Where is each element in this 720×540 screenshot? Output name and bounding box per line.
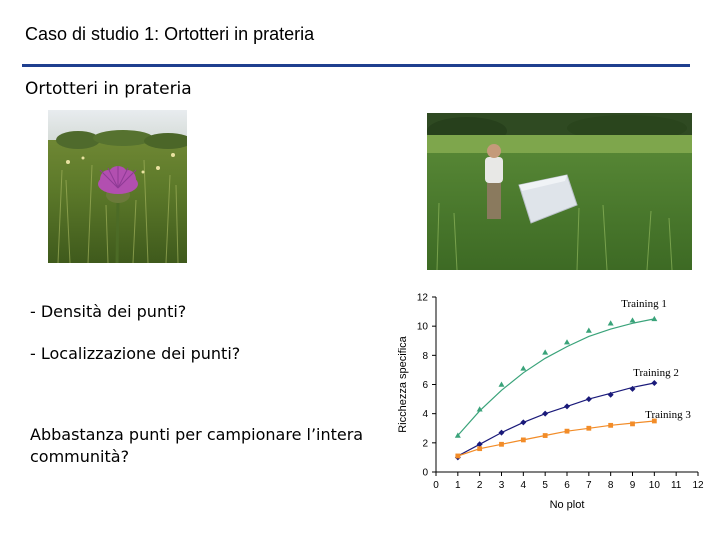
data-point xyxy=(608,423,613,428)
x-tick-label: 3 xyxy=(498,480,505,491)
data-point xyxy=(520,365,526,370)
species-richness-chart xyxy=(392,280,710,520)
data-point xyxy=(630,421,635,426)
bullet-point-density: - Densità dei punti? xyxy=(30,302,187,321)
data-point xyxy=(565,429,570,434)
title-rule xyxy=(22,64,690,67)
data-point xyxy=(477,446,482,451)
data-point xyxy=(651,380,657,386)
data-point xyxy=(542,349,548,354)
data-point xyxy=(586,396,592,402)
y-tick-label: 8 xyxy=(422,350,428,362)
y-tick-label: 4 xyxy=(422,409,428,421)
x-tick-label: 8 xyxy=(607,480,614,491)
series-label: Training 1 xyxy=(621,298,667,310)
data-point xyxy=(520,419,526,425)
y-tick-label: 6 xyxy=(422,380,428,391)
series-label: Training 3 xyxy=(645,409,691,421)
y-tick-label: 12 xyxy=(416,292,428,304)
data-point xyxy=(608,320,614,325)
series-line xyxy=(458,383,655,456)
x-tick-label: 11 xyxy=(670,480,682,491)
series-line xyxy=(458,421,655,456)
slide-subtitle: Ortotteri in prateria xyxy=(25,79,192,99)
data-point xyxy=(499,442,504,447)
x-axis-title: No plot xyxy=(549,499,585,511)
chart-svg xyxy=(392,280,710,520)
slide-title: Caso di studio 1: Ortotteri in prateria xyxy=(25,24,315,44)
x-tick-label: 1 xyxy=(455,480,461,491)
data-point xyxy=(586,426,591,431)
x-tick-label: 6 xyxy=(564,480,570,491)
bullet-point-location: - Localizzazione dei punti? xyxy=(30,344,241,363)
data-point xyxy=(521,438,526,443)
data-point xyxy=(651,316,657,321)
data-point xyxy=(542,411,548,417)
x-tick-label: 4 xyxy=(520,480,527,491)
data-point xyxy=(586,328,592,333)
data-point xyxy=(630,317,636,322)
field-sampling-photo xyxy=(427,113,692,270)
data-point xyxy=(543,433,548,438)
y-tick-label: 0 xyxy=(422,467,428,479)
data-point xyxy=(455,454,460,459)
x-tick-label: 9 xyxy=(629,480,636,491)
data-point xyxy=(499,430,505,436)
y-axis-title: Ricchezza specifica xyxy=(397,336,409,433)
x-tick-label: 7 xyxy=(586,480,592,491)
data-point xyxy=(564,403,570,409)
question-note: Abbastanza punti per campionare l’intera communità? xyxy=(30,425,364,466)
y-tick-label: 10 xyxy=(416,321,428,333)
x-tick-label: 2 xyxy=(476,480,483,491)
y-tick-label: 2 xyxy=(422,438,428,450)
series-line xyxy=(458,319,655,436)
thistle-meadow-photo xyxy=(48,110,187,263)
series-label: Training 2 xyxy=(633,367,679,379)
x-tick-label: 0 xyxy=(433,480,439,491)
x-tick-label: 5 xyxy=(542,480,548,491)
data-point xyxy=(564,339,570,344)
x-tick-label: 12 xyxy=(692,480,704,491)
x-tick-label: 10 xyxy=(648,480,660,491)
data-point xyxy=(499,382,505,387)
